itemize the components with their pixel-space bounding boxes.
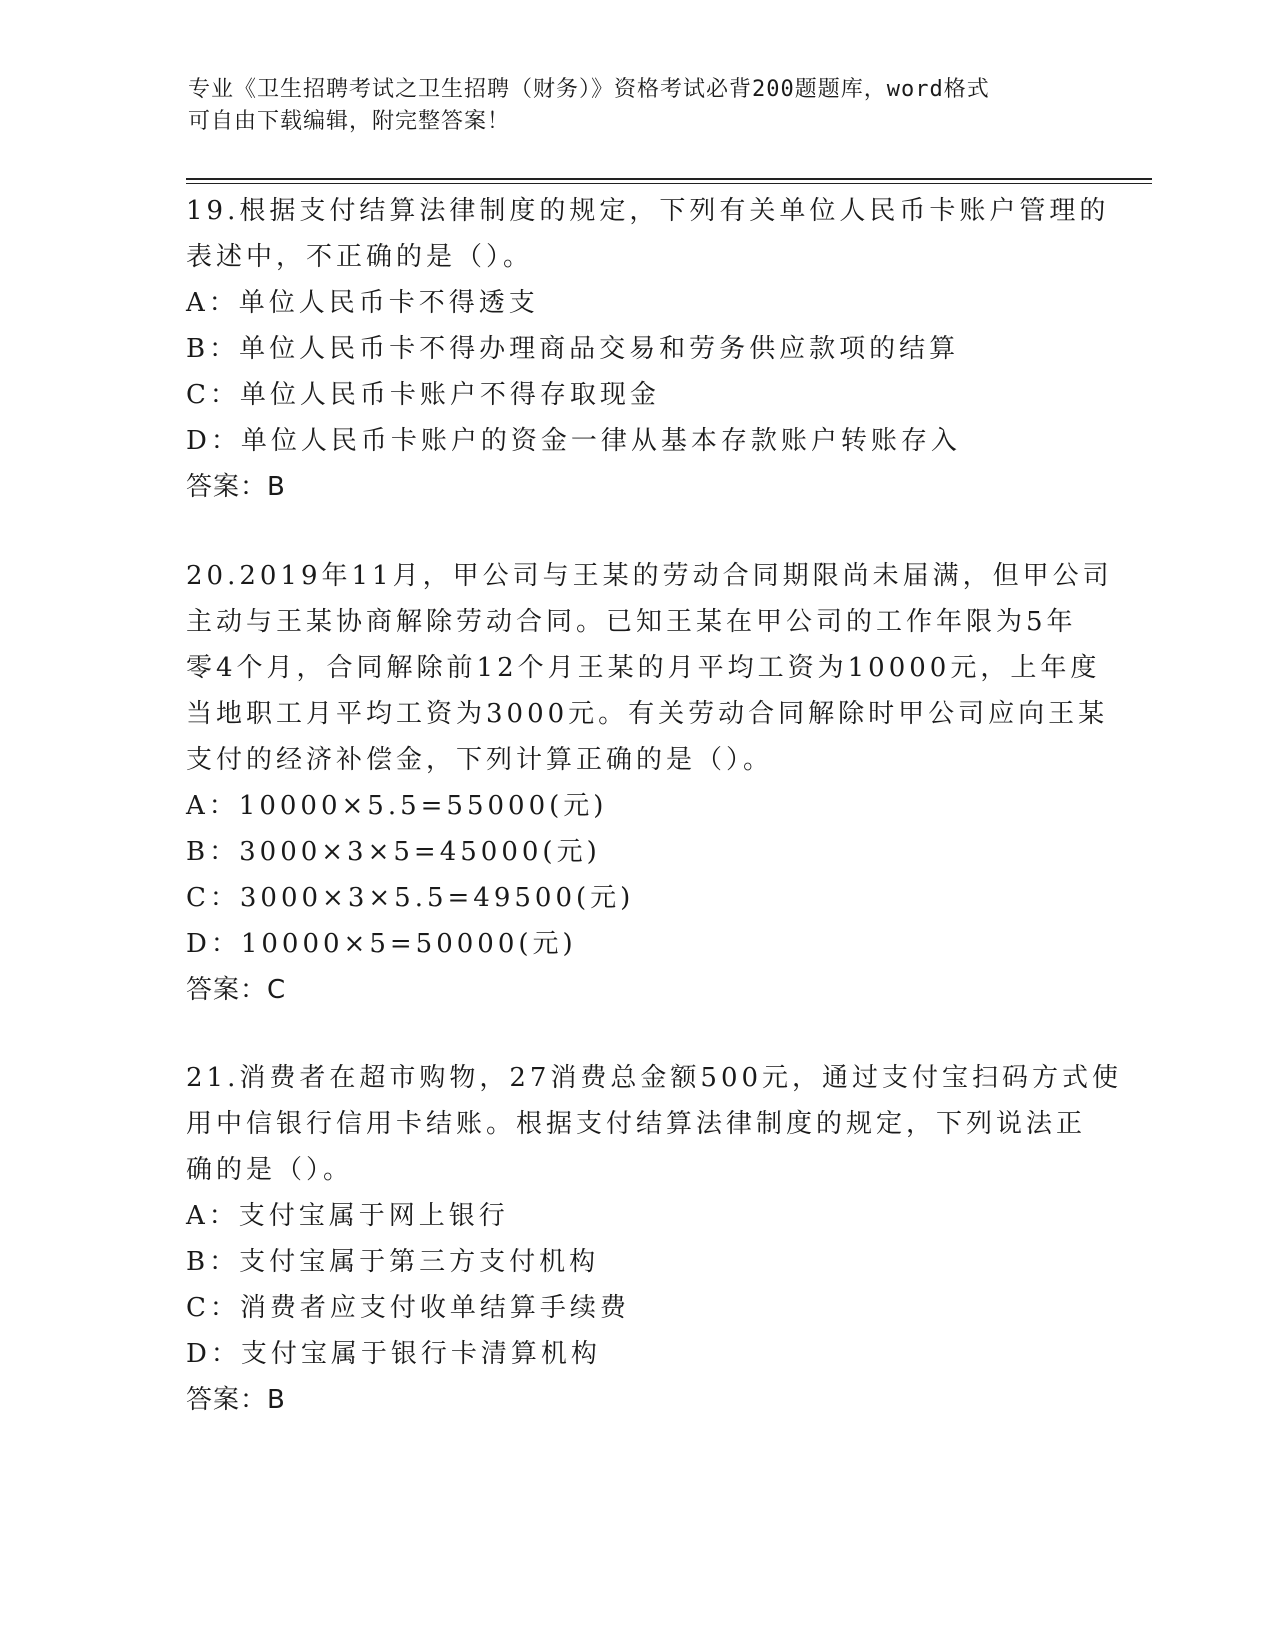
header-divider-thin: [186, 183, 1152, 184]
option-a: A：单位人民币卡不得透支: [186, 288, 539, 318]
question-stem: 表述中，不正确的是（）。: [186, 242, 534, 272]
answer: 答案：B: [186, 472, 286, 502]
question-stem: 19.根据支付结算法律制度的规定，下列有关单位人民币卡账户管理的: [186, 196, 1110, 226]
question-stem: 零4个月，合同解除前12个月王某的月平均工资为10000元，上年度: [186, 653, 1101, 683]
option-a: A：10000×5.5=55000(元): [186, 791, 608, 821]
option-a: A：支付宝属于网上银行: [186, 1201, 509, 1231]
question-stem: 当地职工月平均工资为3000元。有关劳动合同解除时甲公司应向王某: [186, 699, 1109, 729]
question-21: [186, 1055, 1123, 1423]
option-b: B：3000×3×5=45000(元): [186, 837, 601, 867]
option-d: D：支付宝属于银行卡清算机构: [186, 1339, 601, 1369]
question-stem: 21.消费者在超市购物，27消费总金额500元，通过支付宝扫码方式使: [186, 1063, 1123, 1093]
header-divider: [186, 178, 1152, 180]
question-stem: 用中信银行信用卡结账。根据支付结算法律制度的规定，下列说法正: [186, 1109, 1087, 1139]
question-stem: 主动与王某协商解除劳动合同。已知王某在甲公司的工作年限为5年: [186, 607, 1077, 637]
option-c: C：单位人民币卡账户不得存取现金: [186, 380, 660, 410]
header-line: 专业《卫生招聘考试之卫生招聘（财务）》资格考试必背200题题库，word格式: [188, 77, 990, 102]
document-header: [188, 74, 1068, 138]
question-stem: 支付的经济补偿金，下列计算正确的是（）。: [186, 745, 774, 775]
option-b: B：支付宝属于第三方支付机构: [186, 1247, 600, 1277]
question-stem: 确的是（）。: [186, 1155, 354, 1185]
header-line: 可自由下载编辑，附完整答案！: [188, 109, 511, 134]
option-d: D：10000×5=50000(元): [186, 929, 577, 959]
option-b: B：单位人民币卡不得办理商品交易和劳务供应款项的结算: [186, 334, 960, 364]
option-d: D：单位人民币卡账户的资金一律从基本存款账户转账存入: [186, 426, 961, 456]
option-c: C：消费者应支付收单结算手续费: [186, 1293, 630, 1323]
option-c: C：3000×3×5.5=49500(元): [186, 883, 635, 913]
answer: 答案：B: [186, 1385, 286, 1415]
question-stem: 20.2019年11月，甲公司与王某的劳动合同期限尚未届满，但甲公司: [186, 561, 1113, 591]
question-20: [186, 553, 1113, 1013]
question-19: [186, 188, 1110, 510]
answer: 答案：C: [186, 975, 287, 1005]
